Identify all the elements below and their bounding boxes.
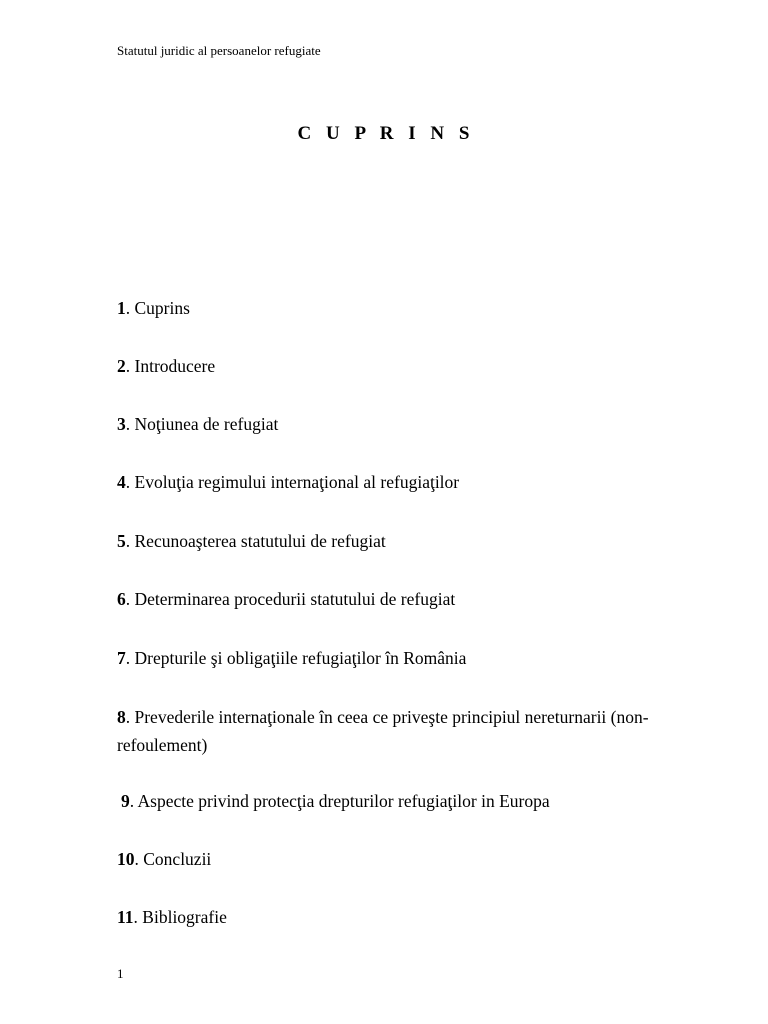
- toc-item-6: [117, 585, 677, 613]
- toc-label: . Drepturile şi obligaţiile refugiaţilor în România: [125, 648, 467, 668]
- toc-label: . Evoluţia regimului internaţional al refugiaţilor: [125, 472, 460, 492]
- toc-label: . Determinarea procedurii statutului de refugiat: [125, 589, 456, 609]
- page-number: 1: [117, 966, 124, 981]
- toc-item-3: [117, 410, 677, 438]
- toc-label: . Introducere: [125, 356, 216, 376]
- page-title: C U P R I N S: [297, 123, 475, 144]
- toc-number: 7: [117, 648, 126, 668]
- toc-label: . Cuprins: [125, 298, 190, 318]
- toc-item-8: [117, 703, 677, 759]
- toc-item-5: [117, 527, 677, 555]
- toc-number: 5: [117, 531, 126, 551]
- toc-label: . Concluzii: [134, 849, 212, 869]
- toc-label: . Noţiunea de refugiat: [125, 414, 279, 434]
- toc-item-10: [117, 845, 677, 873]
- toc-label: . Recunoaşterea statutului de refugiat: [125, 531, 386, 551]
- toc-label: . Aspecte privind protecţia drepturilor refugiaţilor in Europa: [129, 791, 550, 811]
- toc-number: 4: [117, 472, 126, 492]
- toc-item-1: [117, 294, 677, 322]
- toc-number: 2: [117, 356, 126, 376]
- toc-label: . Bibliografie: [133, 907, 227, 927]
- toc-number: 8: [117, 707, 126, 727]
- toc-number: 9: [121, 791, 130, 811]
- toc-item-11: [117, 903, 677, 931]
- toc-item-7: [117, 644, 677, 672]
- toc-label: . Prevederile internaţionale în ceea ce priveşte principiul nereturnarii (non-refoulement): [117, 707, 649, 755]
- toc-number: 11: [117, 907, 134, 927]
- toc-number: 3: [117, 414, 126, 434]
- toc-item-2: [117, 352, 677, 380]
- toc-number: 1: [117, 298, 126, 318]
- toc-number: 6: [117, 589, 126, 609]
- toc-item-9: [117, 787, 681, 815]
- toc-number: 10: [117, 849, 135, 869]
- toc-item-4: [117, 468, 677, 496]
- running-header: Statutul juridic al persoanelor refugiate: [117, 43, 321, 58]
